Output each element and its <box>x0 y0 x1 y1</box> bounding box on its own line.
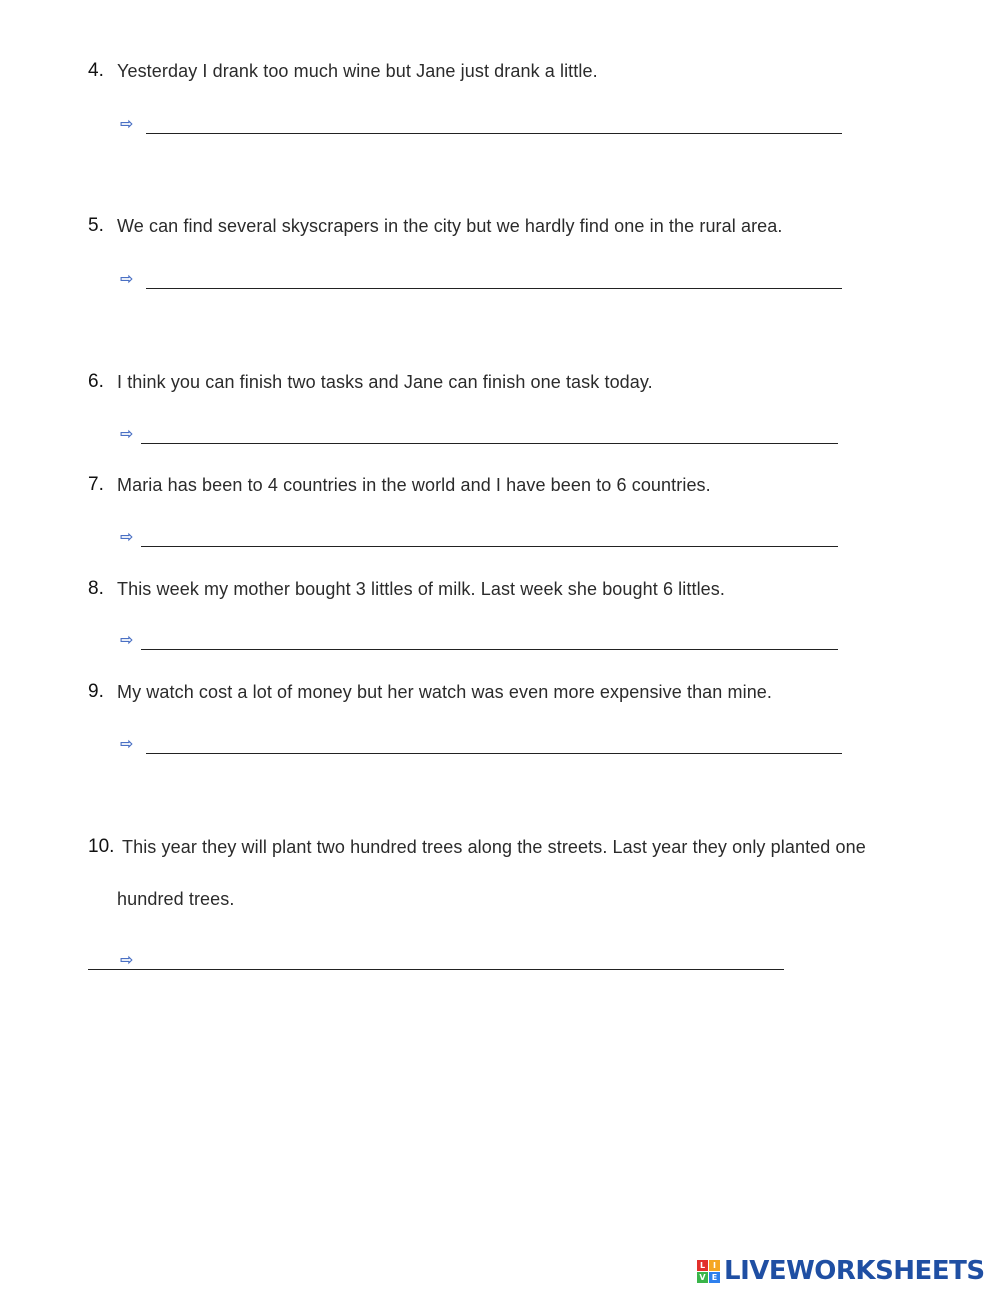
answer-underline <box>88 969 784 970</box>
question-number: 8. <box>88 578 104 599</box>
answer-underline <box>141 443 838 444</box>
question-text-continued: hundred trees. <box>117 889 235 909</box>
arrow-icon: ⇨ <box>120 529 134 546</box>
question-number: 5. <box>88 215 104 236</box>
question-text: My watch cost a lot of money but her watch was even more expensive than mine. <box>117 682 773 702</box>
answer-underline <box>146 133 842 134</box>
answer-input[interactable] <box>141 623 846 649</box>
answer-underline <box>141 546 838 547</box>
logo-mark-icon <box>697 1260 720 1283</box>
question-text: We can find several skyscrapers in the city but we hardly find one in the rural area. <box>117 216 783 236</box>
logo-mark-letter: I <box>709 1260 720 1271</box>
answer-underline <box>141 649 838 650</box>
arrow-icon: ⇨ <box>120 116 134 133</box>
answer-input[interactable] <box>146 107 850 133</box>
logo-mark-letter: L <box>697 1260 708 1271</box>
answer-input[interactable] <box>146 727 850 753</box>
question-text: This year they will plant two hundred trees along the streets. Last year they only planted one <box>122 837 866 857</box>
question-text: This week my mother bought 3 littles of milk. Last week she bought 6 littles. <box>117 579 725 599</box>
logo-mark-letter: V <box>697 1272 708 1283</box>
question-text: Maria has been to 4 countries in the world and I have been to 6 countries. <box>117 475 711 495</box>
answer-input[interactable] <box>141 417 846 443</box>
logo-text: LIVEWORKSHEETS <box>724 1256 985 1286</box>
question-number: 7. <box>88 474 104 495</box>
answer-input[interactable] <box>141 520 846 546</box>
logo-mark-letter: E <box>709 1272 720 1283</box>
question-number: 4. <box>88 60 104 81</box>
answer-input[interactable] <box>146 262 850 288</box>
arrow-icon: ⇨ <box>120 632 134 649</box>
liveworksheets-logo <box>697 1253 985 1289</box>
answer-underline <box>146 753 842 754</box>
arrow-icon: ⇨ <box>120 426 134 443</box>
question-number: 10. <box>88 836 115 857</box>
arrow-icon: ⇨ <box>120 271 134 288</box>
question-text: I think you can finish two tasks and Jane can finish one task today. <box>117 372 653 392</box>
question-text: Yesterday I drank too much wine but Jane just drank a little. <box>117 61 598 81</box>
question-number: 6. <box>88 371 104 392</box>
answer-input[interactable] <box>141 943 792 969</box>
answer-underline <box>146 288 842 289</box>
question-number: 9. <box>88 681 104 702</box>
arrow-icon: ⇨ <box>120 736 134 753</box>
arrow-icon: ⇨ <box>120 952 134 969</box>
